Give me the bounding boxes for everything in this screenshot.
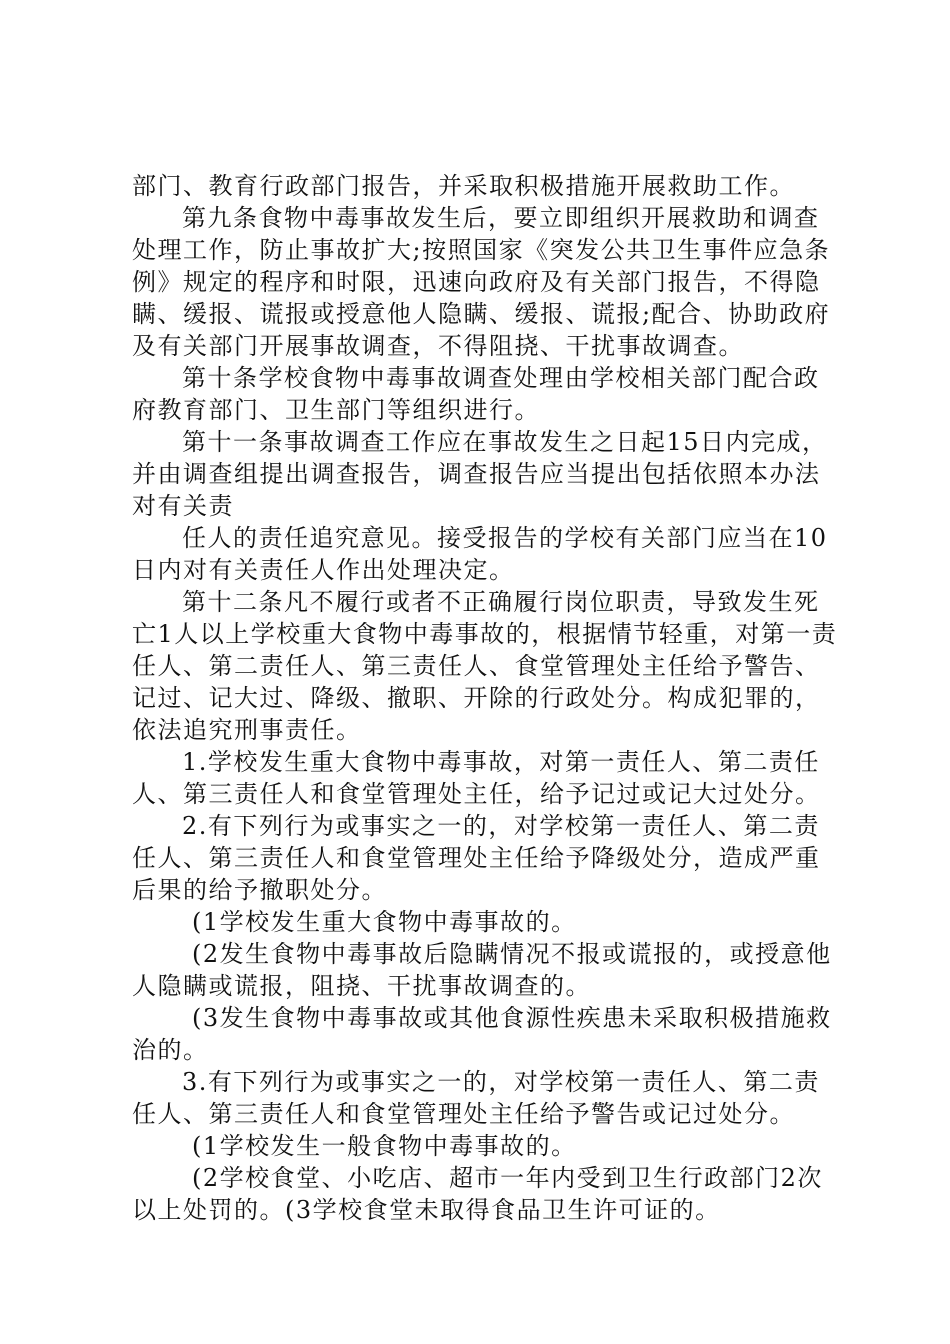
paragraph-item-3-sub-1: (1学校发生一般食物中毒事故的。	[192, 1132, 577, 1160]
paragraph-article-11: 第十一条事故调查工作应在事故发生之日起15日内完成，并由调查组提出调查报告，调查报告应当提出包括依照本办法对有关责	[132, 428, 828, 520]
paragraph-item-2-sub-1: (1学校发生重大食物中毒事故的。	[192, 908, 577, 936]
paragraph-continuation: 部门、教育行政部门报告，并采取积极措施开展救助工作。	[132, 172, 795, 200]
paragraph-item-2: 2.有下列行为或事实之一的，对学校第一责任人、第二责任人、第三责任人和食堂管理处主任给予降级处分，造成严重后果的给予撤职处分。	[132, 812, 821, 904]
document-body	[132, 170, 844, 1226]
paragraph-article-10: 第十条学校食物中毒事故调查处理由学校相关部门配合政府教育部门、卫生部门等组织进行。	[132, 364, 820, 424]
paragraph-item-3-sub-2: (2学校食堂、小吃店、超市一年内受到卫生行政部门2次以上处罚的。(3学校食堂未取得食品卫生许可证的。	[132, 1164, 823, 1224]
paragraph-item-3: 3.有下列行为或事实之一的，对学校第一责任人、第二责任人、第三责任人和食堂管理处主任给予警告或记过处分。	[132, 1068, 820, 1128]
paragraph-article-11-continued: 任人的责任追究意见。接受报告的学校有关部门应当在10日内对有关责任人作出处理决定。	[132, 524, 828, 584]
paragraph-item-2-sub-2: (2发生食物中毒事故后隐瞒情况不报或谎报的，或授意他人隐瞒或谎报，阻挠、干扰事故调查的。	[132, 940, 832, 1000]
paragraph-article-12: 第十二条凡不履行或者不正确履行岗位职责，导致发生死亡1人以上学校重大食物中毒事故的，根据情节轻重，对第一责任人、第二责任人、第三责任人、食堂管理处主任给予警告、记过、记大过、降级、撤职、开除的行政处分。构成犯罪的，依法追究刑事责任。	[132, 588, 838, 744]
paragraph-item-1: 1.学校发生重大食物中毒事故，对第一责任人、第二责任人、第三责任人和食堂管理处主任，给予记过或记大过处分。	[132, 748, 821, 808]
paragraph-item-2-sub-3: (3发生食物中毒事故或其他食源性疾患未采取积极措施救治的。	[132, 1004, 832, 1064]
paragraph-article-9: 第九条食物中毒事故发生后，要立即组织开展救助和调查处理工作，防止事故扩大;按照国家《突发公共卫生事件应急条例》规定的程序和时限，迅速向政府及有关部门报告，不得隐瞒、缓报、谎报或授意他人隐瞒、缓报、谎报;配合、协助政府及有关部门开展事故调查，不得阻挠、干扰事故调查。	[132, 204, 831, 360]
